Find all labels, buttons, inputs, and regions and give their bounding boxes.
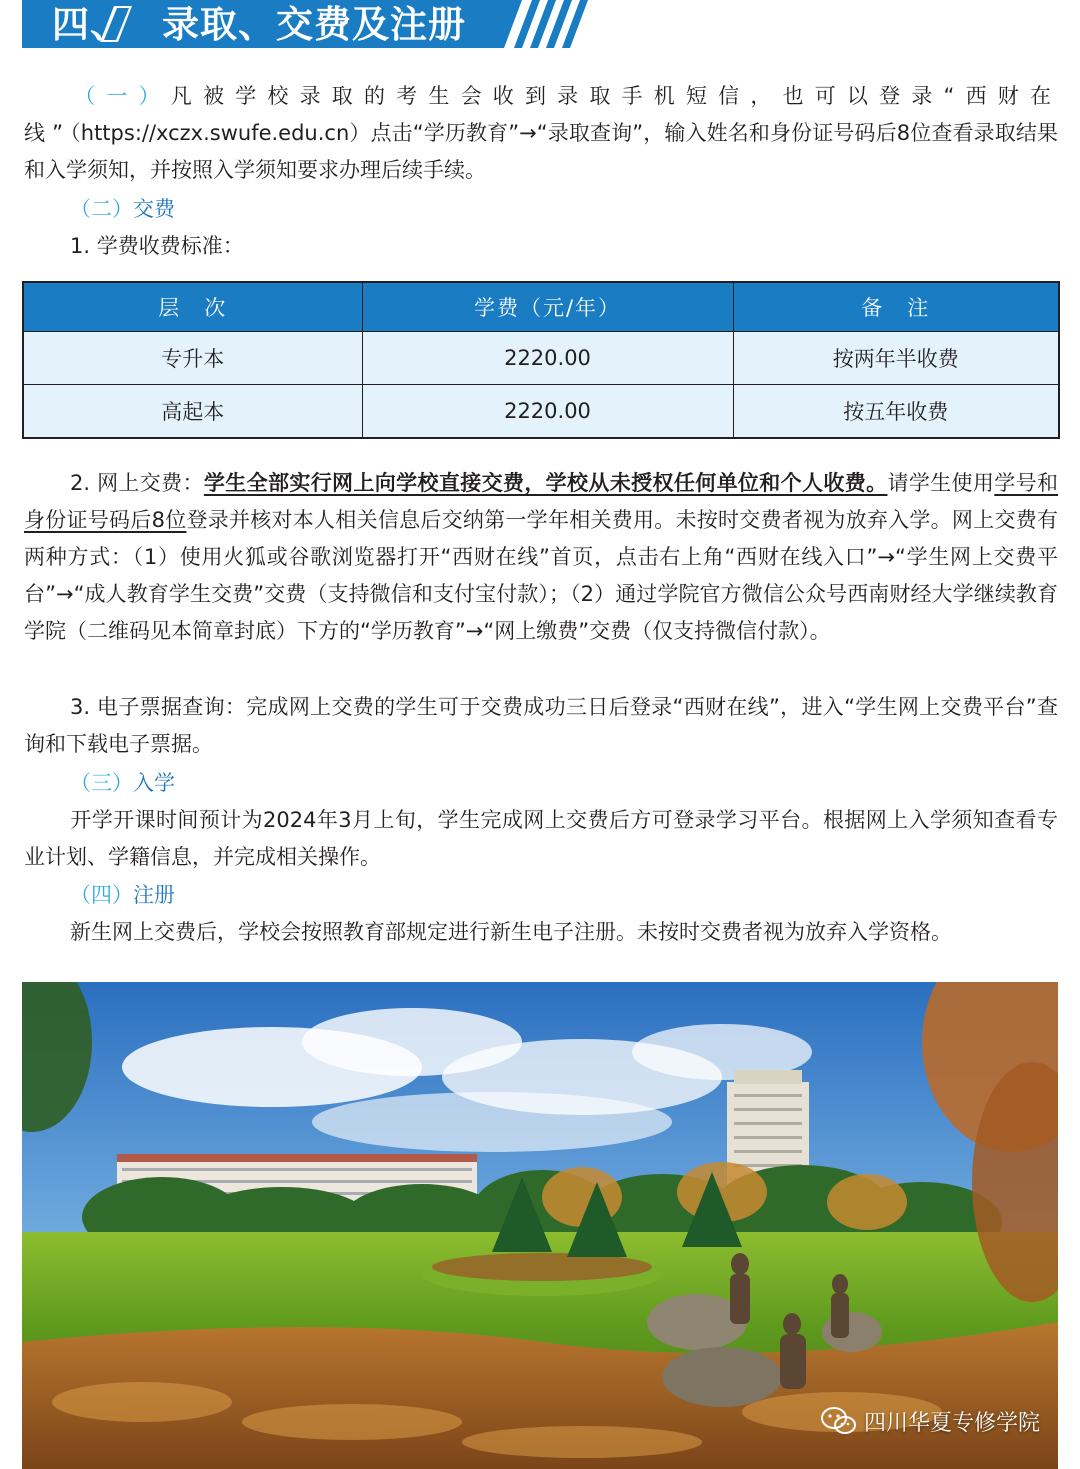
- cell-tuition: 2220.00: [362, 385, 733, 439]
- online-payment-paragraph: [24, 465, 1058, 650]
- watermark-text: 四川华夏专修学院: [863, 1410, 1040, 1436]
- registration-heading-text: 注册: [133, 883, 175, 907]
- cell-remarks: 按五年收费: [733, 385, 1059, 439]
- admission-number: （一）: [70, 84, 171, 108]
- section-number: 四、: [52, 2, 128, 46]
- online-payment-text-1: 请学生使用: [887, 471, 995, 495]
- payment-heading-text: 交费: [133, 197, 175, 221]
- table-row: [23, 332, 1059, 385]
- cell-tuition: 2220.00: [362, 332, 733, 385]
- registration-heading-number: （四）: [70, 883, 133, 907]
- campus-photo: [22, 982, 1058, 1469]
- col-header-remarks: 备 注: [733, 282, 1059, 332]
- campus-photo-illustration: [22, 982, 1058, 1469]
- section-title: 录取、交费及注册: [162, 2, 466, 46]
- online-payment-notice: 学生全部实行网上向学校直接交费，学校从未授权任何单位和个人收费。: [203, 471, 888, 495]
- online-payment-credentials: 学号和身份证号码后8位: [24, 471, 1059, 532]
- enrollment-heading-number: （三）: [70, 771, 133, 795]
- enrollment-heading-text: 入学: [133, 771, 175, 795]
- col-header-tuition: 学费（元/年）: [362, 282, 733, 332]
- table-row: [23, 385, 1059, 439]
- enrollment-text: 开学开课时间预计为2024年3月上旬，学生完成网上交费后方可登录学习平台。根据网上入学须知查看专业计划、学籍信息，并完成相关操作。: [24, 808, 1058, 869]
- cell-level: 专升本: [23, 332, 362, 385]
- fee-table-header-row: [23, 282, 1059, 332]
- admission-text-lead: 凡被学校录取的考生会收到录取手机短信，也可以登录“西财在线”: [24, 84, 1058, 145]
- admission-text-rest: （https://xczx.swufe.edu.cn）点击“学历教育”→“录取查询”，输入姓名和身份证号码后8位查看录取结果和入学须知，并按照入学须知要求办理后续手续。: [24, 121, 1058, 182]
- payment-heading: [70, 191, 175, 228]
- section-header-banner: [22, 0, 594, 48]
- page-title: [52, 3, 466, 45]
- e-receipt-paragraph: [24, 689, 1058, 763]
- registration-paragraph: [24, 914, 1058, 951]
- cell-remarks: 按两年半收费: [733, 332, 1059, 385]
- online-payment-label: 2. 网上交费：: [70, 471, 204, 495]
- wechat-icon: [820, 1406, 858, 1436]
- fee-table: [22, 281, 1060, 439]
- admission-paragraph: [24, 78, 1058, 189]
- cell-level: 高起本: [23, 385, 362, 439]
- registration-heading: [70, 877, 175, 914]
- registration-text: 新生网上交费后，学校会按照教育部规定进行新生电子注册。未按时交费者视为放弃入学资格。: [70, 920, 952, 944]
- payment-heading-number: （二）: [70, 197, 133, 221]
- col-header-level: 层 次: [23, 282, 362, 332]
- online-payment-text-2: 登录并核对本人相关信息后交纳第一学年相关费用。未按时交费者视为放弃入学。网上交费有两种方式：（1）使用火狐或谷歌浏览器打开“西财在线”首页，点击右上角“西财在线入口”→“学生网上交费平台”→“成人教育学生交费”交费（支持微信和支付宝付款）；（2）通过学院官方微信公众号西南财经大学继续教育学院（二维码见本简章封底）下方的“学历教育”→“网上缴费”交费（仅支持微信付款）。: [24, 508, 1058, 643]
- enrollment-paragraph: [24, 802, 1058, 876]
- enrollment-heading: [70, 765, 175, 802]
- e-receipt-text: 3. 电子票据查询：完成网上交费的学生可于交费成功三日后登录“西财在线”，进入“学生网上交费平台”查询和下载电子票据。: [24, 695, 1058, 756]
- watermark: [820, 1403, 1040, 1439]
- fee-standard-label: 1. 学费收费标准：: [70, 234, 244, 258]
